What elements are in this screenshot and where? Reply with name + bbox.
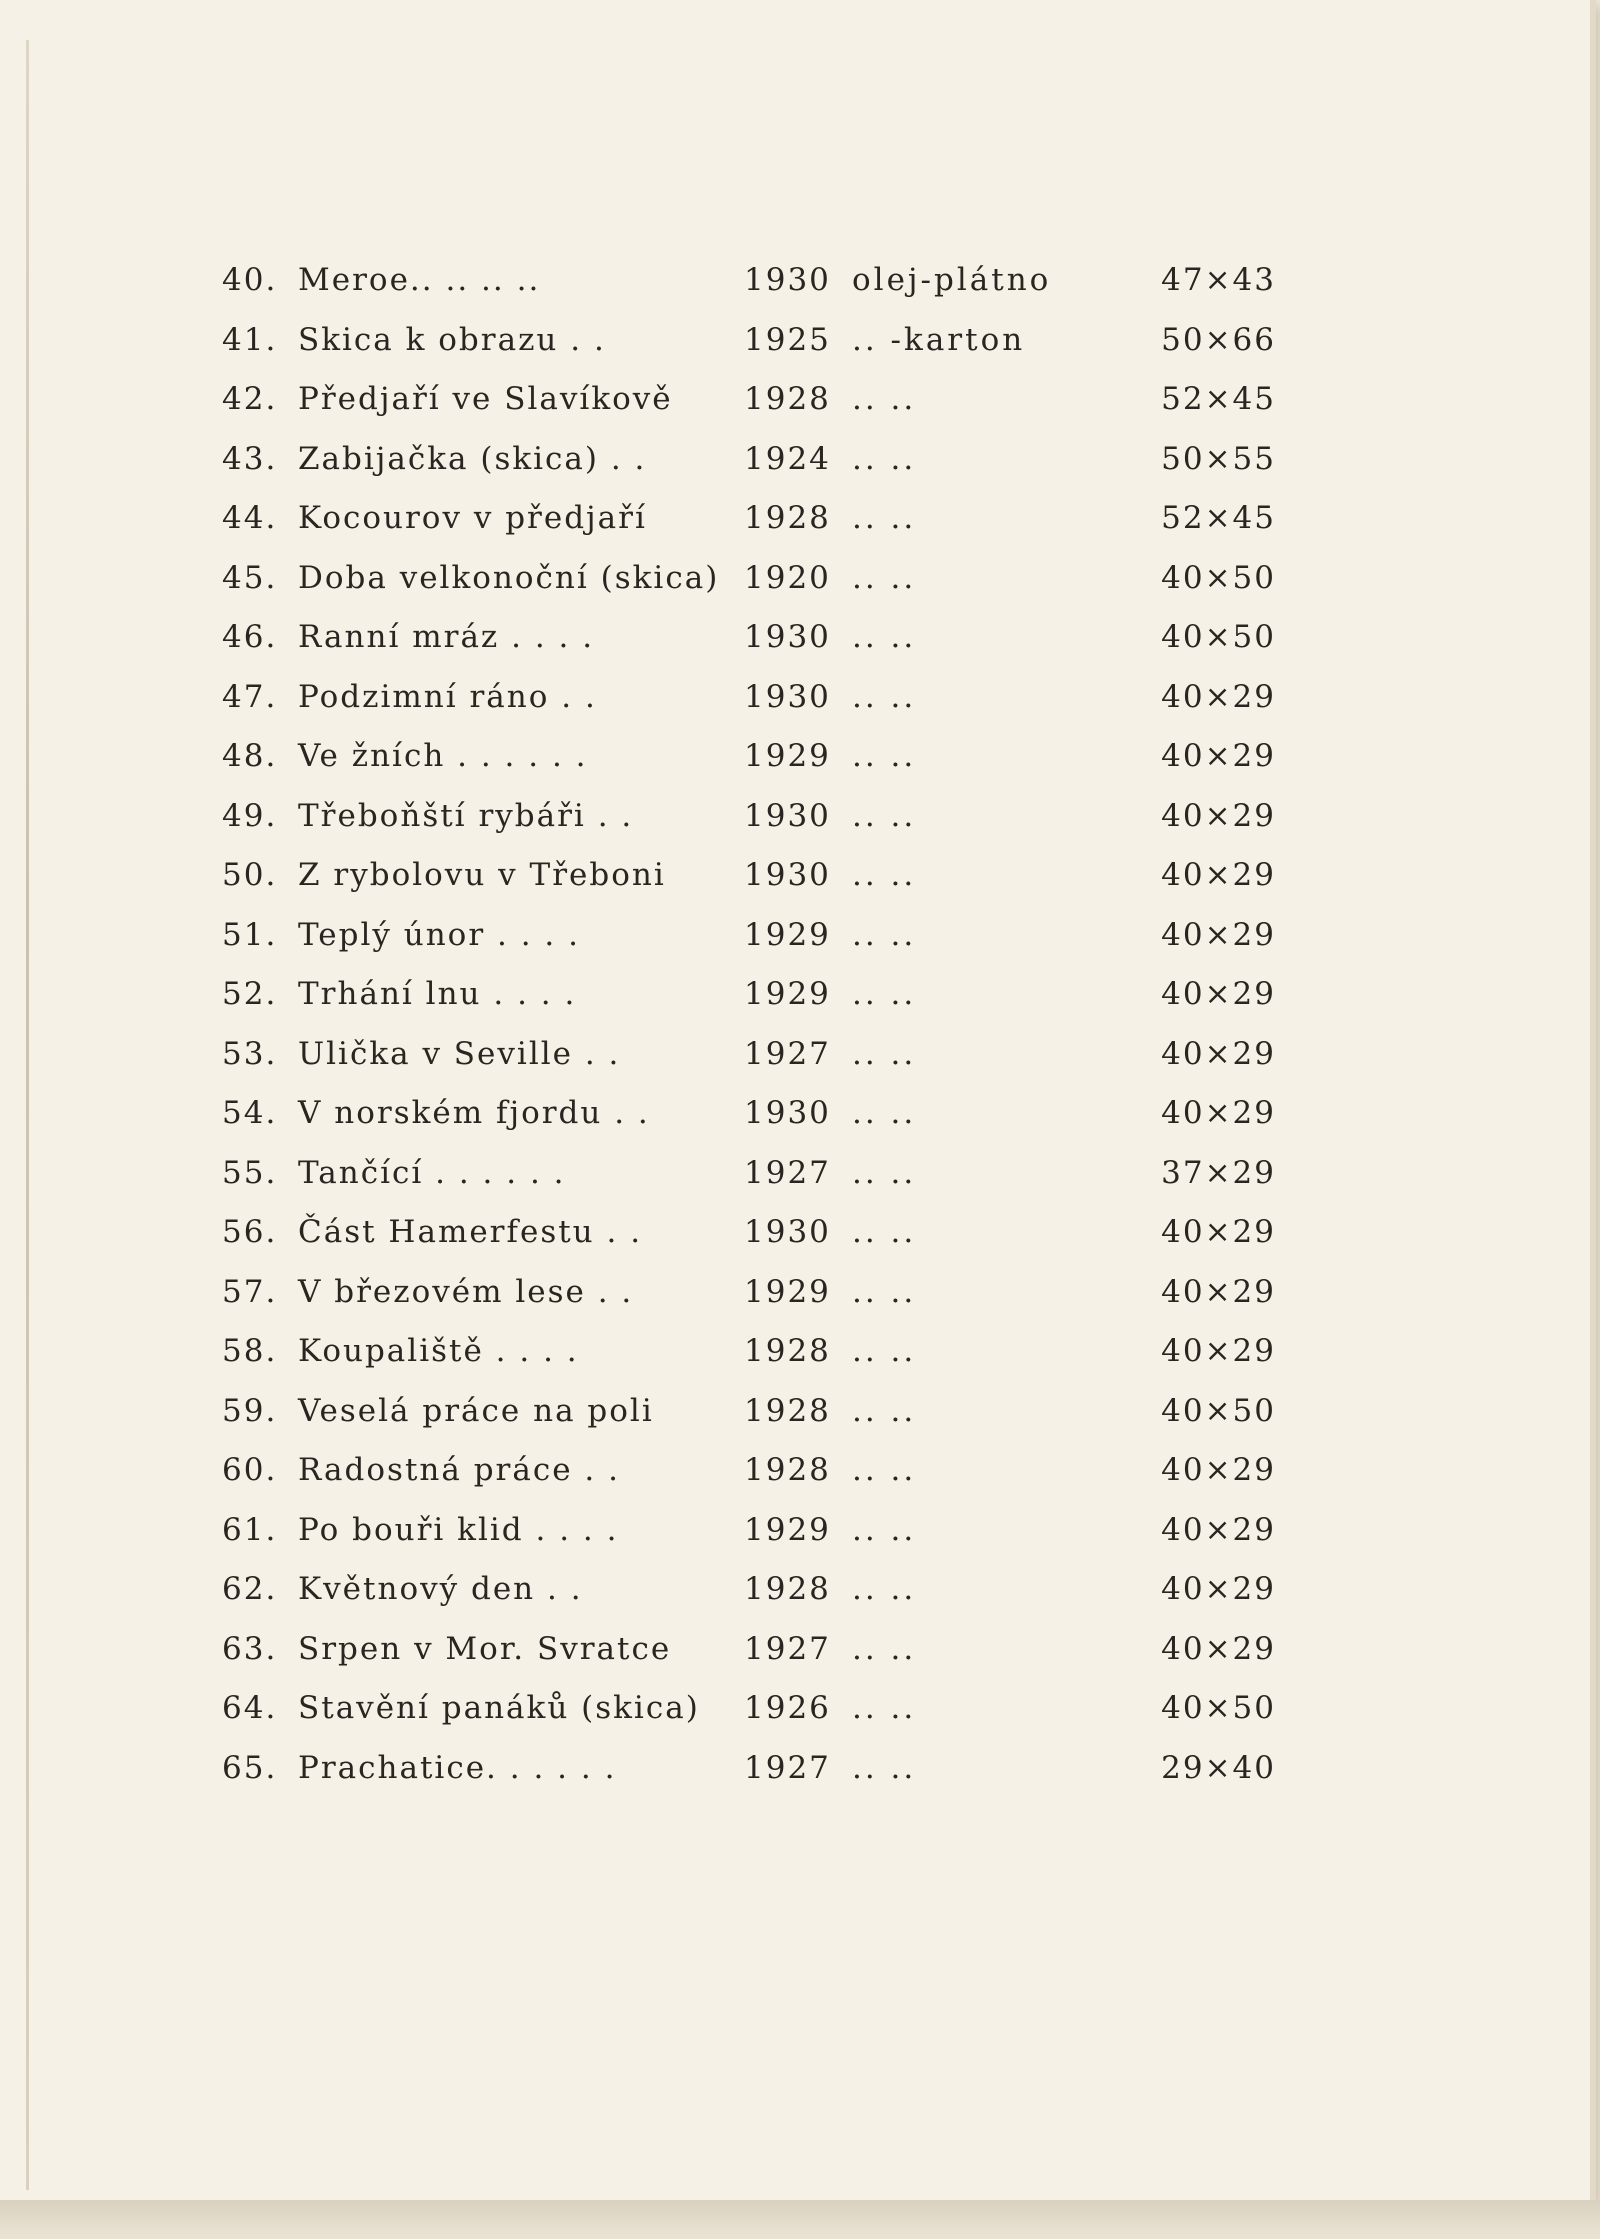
- entry-number: 40.: [222, 262, 278, 298]
- entry-medium: .. ..: [852, 1214, 917, 1250]
- catalog-entry: [222, 431, 1282, 491]
- entry-number: 65.: [222, 1749, 278, 1786]
- entry-medium: .. ..: [852, 440, 917, 477]
- entry-medium: .. ..: [852, 976, 917, 1012]
- entry-medium: .. ..: [852, 738, 917, 774]
- entry-medium: .. ..: [852, 916, 917, 953]
- entry-medium: .. ..: [852, 559, 917, 596]
- entry-year: 1928: [744, 1571, 831, 1607]
- catalog-list: [222, 252, 1282, 1799]
- entry-year: 1927: [744, 1630, 831, 1667]
- entry-size: 40×29: [1161, 1630, 1276, 1667]
- entry-size: 40×29: [1161, 738, 1276, 774]
- entry-year: 1927: [744, 1749, 831, 1786]
- entry-year: 1927: [744, 1035, 831, 1072]
- entry-number: 58.: [222, 1333, 278, 1369]
- catalog-entry: [222, 609, 1282, 669]
- entry-medium: .. ..: [852, 500, 917, 536]
- entry-number: 59.: [222, 1392, 278, 1429]
- entry-number: 52.: [222, 976, 278, 1012]
- catalog-entry: [222, 1740, 1282, 1800]
- entry-size: 52×45: [1161, 381, 1276, 417]
- entry-title: Teplý únor . . . .: [298, 916, 580, 953]
- entry-medium: .. ..: [852, 1749, 917, 1786]
- entry-medium: .. ..: [852, 1154, 917, 1191]
- entry-year: 1920: [744, 559, 831, 596]
- entry-size: 40×50: [1161, 619, 1276, 655]
- entry-size: 40×29: [1161, 678, 1276, 715]
- entry-number: 64.: [222, 1690, 278, 1726]
- entry-title: Předjaří ve Slavíkově: [298, 381, 673, 417]
- entry-medium: .. ..: [852, 1630, 917, 1667]
- entry-year: 1928: [744, 500, 831, 536]
- entry-number: 50.: [222, 857, 278, 893]
- entry-number: 46.: [222, 619, 278, 655]
- entry-title: Z rybolovu v Třeboni: [298, 857, 666, 893]
- entry-number: 51.: [222, 916, 278, 953]
- page-fold-edge: [26, 40, 29, 2190]
- entry-title: Po bouři klid . . . .: [298, 1511, 619, 1548]
- entry-year: 1926: [744, 1690, 831, 1726]
- entry-title: Prachatice. . . . . .: [298, 1749, 617, 1786]
- entry-year: 1930: [744, 678, 831, 715]
- entry-year: 1924: [744, 440, 831, 477]
- entry-number: 42.: [222, 381, 278, 417]
- entry-number: 48.: [222, 738, 278, 774]
- catalog-entry: [222, 1680, 1282, 1740]
- entry-size: 52×45: [1161, 500, 1276, 536]
- catalog-entry: [222, 371, 1282, 431]
- catalog-entry: [222, 1323, 1282, 1383]
- entry-size: 40×29: [1161, 1333, 1276, 1369]
- entry-size: 40×29: [1161, 1095, 1276, 1131]
- entry-medium: .. ..: [852, 1273, 917, 1310]
- catalog-entry: [222, 1264, 1282, 1324]
- catalog-entry: [222, 1026, 1282, 1086]
- catalog-entry: [222, 669, 1282, 729]
- entry-medium: .. ..: [852, 619, 917, 655]
- entry-medium: .. ..: [852, 857, 917, 893]
- entry-title: Stavění panáků (skica): [298, 1690, 700, 1726]
- entry-number: 54.: [222, 1095, 278, 1131]
- catalog-entry: [222, 312, 1282, 372]
- catalog-entry: [222, 252, 1282, 312]
- entry-medium: olej-plátno: [852, 262, 1052, 298]
- entry-year: 1930: [744, 857, 831, 893]
- entry-size: 50×55: [1161, 440, 1276, 477]
- entry-size: 29×40: [1161, 1749, 1276, 1786]
- entry-title: V březovém lese . .: [298, 1273, 634, 1310]
- entry-medium: .. -karton: [852, 321, 1026, 358]
- entry-year: 1927: [744, 1154, 831, 1191]
- catalog-entry: [222, 847, 1282, 907]
- entry-year: 1930: [744, 1214, 831, 1250]
- entry-year: 1930: [744, 262, 831, 298]
- entry-number: 60.: [222, 1452, 278, 1488]
- entry-title: Meroe.. .. .. ..: [298, 262, 541, 298]
- entry-title: Tančící . . . . . .: [298, 1154, 566, 1191]
- entry-size: 40×29: [1161, 857, 1276, 893]
- entry-number: 55.: [222, 1154, 278, 1191]
- entry-year: 1930: [744, 619, 831, 655]
- entry-medium: .. ..: [852, 1511, 917, 1548]
- entry-size: 40×50: [1161, 1690, 1276, 1726]
- entry-size: 40×29: [1161, 916, 1276, 953]
- entry-title: Část Hamerfestu . .: [298, 1214, 643, 1250]
- entry-year: 1928: [744, 1392, 831, 1429]
- entry-size: 40×29: [1161, 1511, 1276, 1548]
- entry-title: Skica k obrazu . .: [298, 321, 606, 358]
- entry-year: 1928: [744, 1452, 831, 1488]
- catalog-entry: [222, 1502, 1282, 1562]
- entry-medium: .. ..: [852, 1690, 917, 1726]
- catalog-entry: [222, 490, 1282, 550]
- catalog-entry: [222, 1561, 1282, 1621]
- entry-size: 50×66: [1161, 321, 1276, 358]
- entry-number: 44.: [222, 500, 278, 536]
- entry-size: 40×29: [1161, 1273, 1276, 1310]
- entry-title: Trhání lnu . . . .: [298, 976, 577, 1012]
- entry-medium: .. ..: [852, 1095, 917, 1131]
- entry-title: Květnový den . .: [298, 1571, 583, 1607]
- entry-size: 40×29: [1161, 1452, 1276, 1488]
- entry-size: 37×29: [1161, 1154, 1276, 1191]
- entry-size: 40×29: [1161, 1214, 1276, 1250]
- catalog-entry: [222, 1085, 1282, 1145]
- entry-title: Zabijačka (skica) . .: [298, 440, 647, 477]
- entry-number: 45.: [222, 559, 278, 596]
- entry-number: 47.: [222, 678, 278, 715]
- entry-title: Kocourov v předjaří: [298, 500, 647, 536]
- catalog-entry: [222, 966, 1282, 1026]
- entry-year: 1929: [744, 1273, 831, 1310]
- entry-medium: .. ..: [852, 1035, 917, 1072]
- catalog-entry: [222, 788, 1282, 848]
- entry-number: 62.: [222, 1571, 278, 1607]
- entry-title: Ulička v Seville . .: [298, 1035, 621, 1072]
- catalog-entry: [222, 907, 1282, 967]
- entry-title: Koupaliště . . . .: [298, 1333, 579, 1369]
- entry-size: 40×29: [1161, 976, 1276, 1012]
- catalog-entry: [222, 1621, 1282, 1681]
- entry-title: Veselá práce na poli: [298, 1392, 654, 1429]
- entry-year: 1928: [744, 1333, 831, 1369]
- entry-year: 1928: [744, 381, 831, 417]
- entry-number: 49.: [222, 797, 278, 834]
- entry-number: 63.: [222, 1630, 278, 1667]
- entry-number: 61.: [222, 1511, 278, 1548]
- catalog-entry: [222, 1204, 1282, 1264]
- entry-title: Podzimní ráno . .: [298, 678, 597, 715]
- entry-year: 1929: [744, 738, 831, 774]
- entry-year: 1929: [744, 916, 831, 953]
- entry-year: 1929: [744, 976, 831, 1012]
- entry-number: 41.: [222, 321, 278, 358]
- entry-medium: .. ..: [852, 1392, 917, 1429]
- entry-year: 1930: [744, 1095, 831, 1131]
- catalog-entry: [222, 1442, 1282, 1502]
- entry-medium: .. ..: [852, 678, 917, 715]
- entry-number: 57.: [222, 1273, 278, 1310]
- entry-medium: .. ..: [852, 1333, 917, 1369]
- entry-size: 40×50: [1161, 1392, 1276, 1429]
- entry-size: 40×29: [1161, 1571, 1276, 1607]
- entry-title: Třeboňští rybáři . .: [298, 797, 634, 834]
- entry-medium: .. ..: [852, 381, 917, 417]
- entry-year: 1930: [744, 797, 831, 834]
- catalog-entry: [222, 550, 1282, 610]
- entry-medium: .. ..: [852, 1452, 917, 1488]
- entry-size: 40×29: [1161, 797, 1276, 834]
- entry-size: 40×29: [1161, 1035, 1276, 1072]
- entry-medium: .. ..: [852, 1571, 917, 1607]
- entry-title: Srpen v Mor. Svratce: [298, 1630, 672, 1667]
- entry-year: 1929: [744, 1511, 831, 1548]
- entry-title: Ranní mráz . . . .: [298, 619, 595, 655]
- entry-number: 43.: [222, 440, 278, 477]
- entry-size: 40×50: [1161, 559, 1276, 596]
- page-bottom-shadow: [0, 2200, 1600, 2239]
- catalog-entry: [222, 1145, 1282, 1205]
- entry-number: 53.: [222, 1035, 278, 1072]
- entry-title: Ve žních . . . . . .: [298, 738, 588, 774]
- entry-year: 1925: [744, 321, 831, 358]
- entry-medium: .. ..: [852, 797, 917, 834]
- catalog-entry: [222, 1383, 1282, 1443]
- catalog-entry: [222, 728, 1282, 788]
- entry-title: V norském fjordu . .: [298, 1095, 650, 1131]
- entry-number: 56.: [222, 1214, 278, 1250]
- entry-title: Radostná práce . .: [298, 1452, 620, 1488]
- entry-size: 47×43: [1161, 262, 1276, 298]
- entry-title: Doba velkonoční (skica): [298, 559, 720, 596]
